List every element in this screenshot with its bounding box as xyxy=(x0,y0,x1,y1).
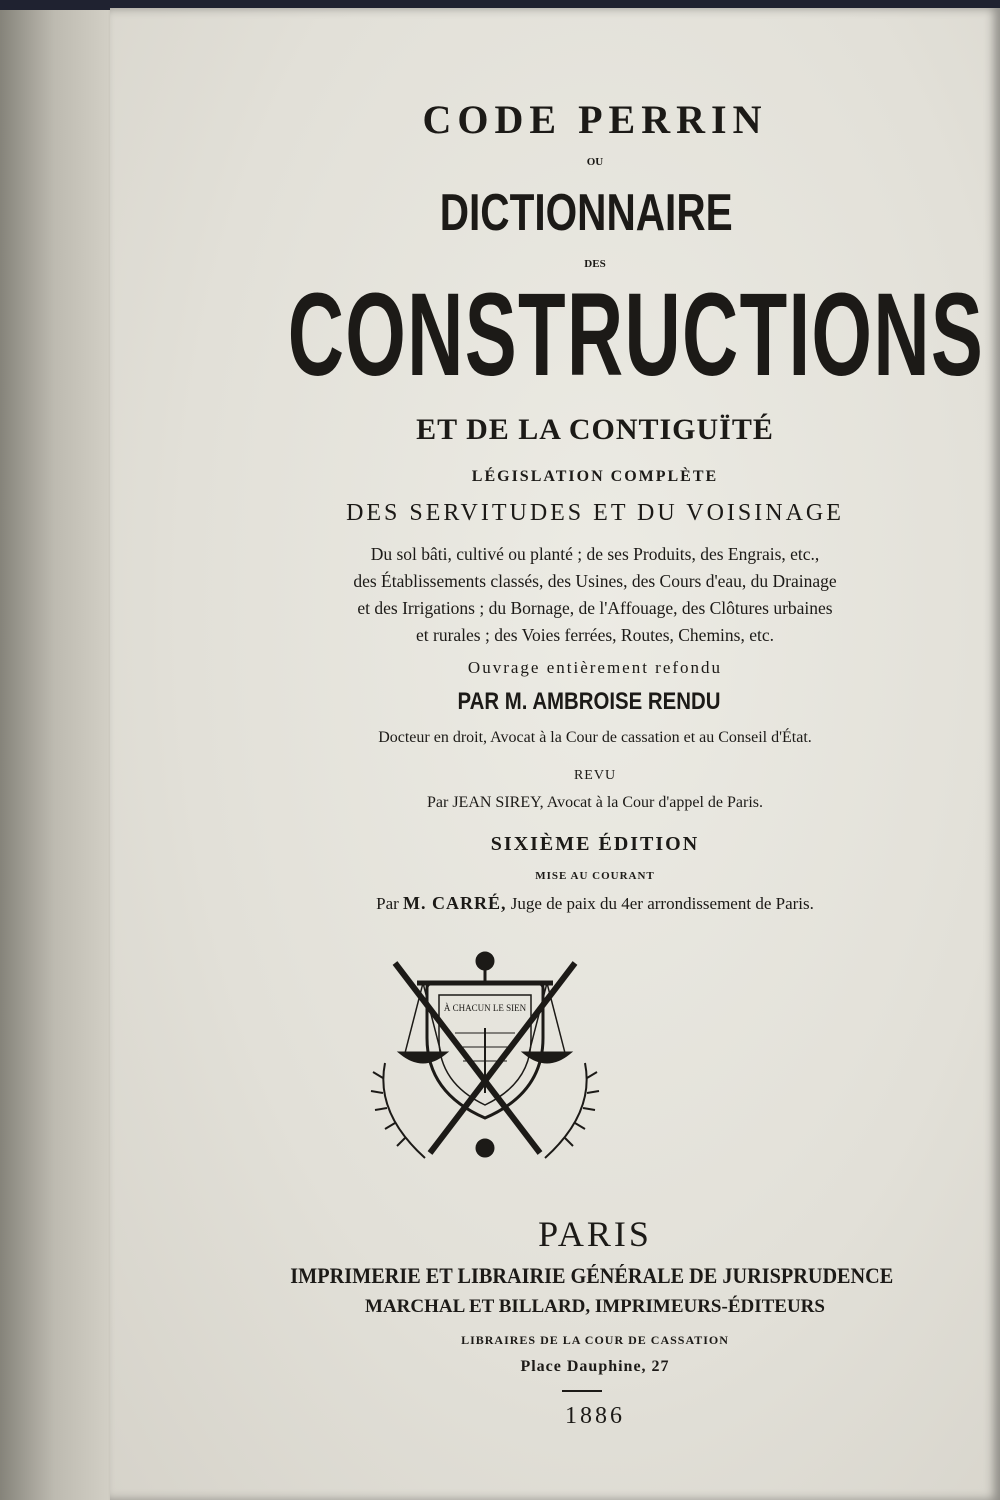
conjunction-ou: OU xyxy=(586,156,604,168)
reviser-line: Par JEAN SIREY, Avocat à la Cour d'appel de Paris. xyxy=(426,794,763,811)
book-cover-edge xyxy=(0,10,120,1500)
updater-par: Par xyxy=(376,894,399,913)
author-credentials: Docteur en droit, Avocat à la Cour de cassation et au Conseil d'État. xyxy=(378,729,812,746)
mise-au-courant-label: MISE AU COURANT xyxy=(535,870,655,882)
edition-label: SIXIÈME ÉDITION xyxy=(490,833,700,855)
subtitle-servitudes: DES SERVITUDES ET DU VOISINAGE xyxy=(346,500,844,526)
description-line: et des Irrigations ; du Bornage, de l'Affouage, des Clôtures urbaines xyxy=(357,598,833,618)
description-paragraph xyxy=(110,541,1000,649)
imprint-booksellers: LIBRAIRES DE LA COUR DE CASSATION xyxy=(461,1333,729,1347)
description-line: des Établissements classés, des Usines, des Cours d'eau, du Drainage xyxy=(353,571,837,591)
emblem-motto: À CHACUN LE SIEN xyxy=(443,1003,527,1013)
description-line: Du sol bâti, cultivé ou planté ; de ses Produits, des Engrais, etc., xyxy=(370,544,820,564)
imprint-address: Place Dauphine, 27 xyxy=(520,1358,670,1375)
title-code-perrin: CODE PERRIN xyxy=(422,97,768,142)
updater-line xyxy=(110,893,1000,914)
updater-title: Juge de paix du 4er arrondissement de Paris. xyxy=(510,894,814,913)
title-contiguite: ET DE LA CONTIGUÏTÉ xyxy=(416,413,774,446)
conjunction-des: DES xyxy=(584,258,606,270)
ouvrage-note: Ouvrage entièrement refondu xyxy=(467,658,723,677)
divider-rule xyxy=(562,1390,602,1392)
scales-of-justice-emblem-icon xyxy=(365,943,605,1173)
subtitle-legislation: LÉGISLATION COMPLÈTE xyxy=(471,468,719,485)
title-dictionnaire: DICTIONNAIRE xyxy=(439,184,733,242)
imprint-publisher: MARCHAL ET BILLARD, IMPRIMEURS-ÉDITEURS xyxy=(365,1296,825,1317)
imprint-city: PARIS xyxy=(538,1214,652,1254)
revu-label: REVU xyxy=(573,768,617,783)
updater-name: M. CARRÉ, xyxy=(403,893,507,913)
publication-year: 1886 xyxy=(565,1403,625,1429)
imprint-printer: IMPRIMERIE ET LIBRAIRIE GÉNÉRALE DE JURISPRUDENCE xyxy=(290,1263,894,1288)
title-page xyxy=(110,8,1000,1500)
author-line: PAR M. AMBROISE RENDU xyxy=(457,688,721,715)
title-constructions: CONSTRUCTIONS xyxy=(287,269,985,401)
description-line: et rurales ; des Voies ferrées, Routes, Chemins, etc. xyxy=(415,625,774,645)
